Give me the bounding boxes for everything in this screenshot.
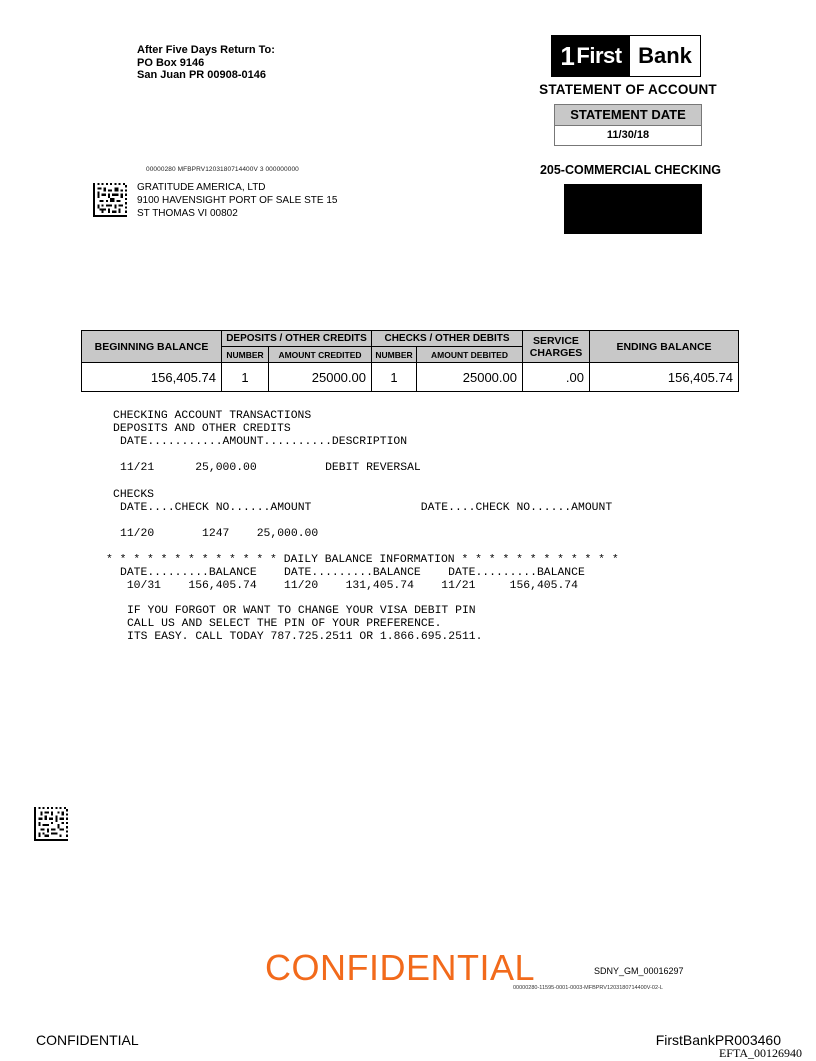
beginning-balance-value: 156,405.74 [82, 363, 222, 392]
customer-street: 9100 HAVENSIGHT PORT OF SALE STE 15 [137, 195, 338, 206]
logo-number: 1 [560, 40, 575, 71]
customer-city: ST THOMAS VI 00802 [137, 208, 238, 219]
notice-line2: CALL US AND SELECT THE PIN OF YOUR PREFERENCE. [127, 618, 442, 630]
checks-header: DATE....CHECK NO......AMOUNT DATE....CHECK NO......AMOUNT [120, 502, 613, 514]
sdny-number: SDNY_GM_00016297 [594, 966, 684, 976]
logo-bank: Bank [638, 43, 692, 68]
header-checks: CHECKS / OTHER DEBITS [372, 331, 523, 347]
header-amount-credited: AMOUNT CREDITED [269, 347, 372, 363]
balance-summary-table [81, 330, 739, 392]
mailing-address [137, 181, 337, 220]
check-row: 11/20 1247 25,000.00 [120, 528, 319, 540]
statement-date-box [554, 104, 702, 146]
redaction-block [564, 184, 702, 234]
return-address-line3: San Juan PR 00908-0146 [137, 69, 267, 81]
header-deposit-number: NUMBER [222, 347, 269, 363]
statement-date-label: STATEMENT DATE [555, 105, 701, 126]
header-service-charges: SERVICE CHARGES [523, 331, 590, 363]
notice-line1: IF YOU FORGOT OR WANT TO CHANGE YOUR VISA DEBIT PIN [127, 605, 476, 617]
confidential-stamp: CONFIDENTIAL [265, 947, 536, 988]
mailing-code: 00000280 MFBPRV1203180714400V 3 000000000 [146, 166, 299, 173]
efta-number: EFTA_00126940 [718, 1046, 802, 1060]
daily-balance-row: 10/31 156,405.74 11/20 131,405.74 11/21 156,405.74 [120, 580, 578, 592]
confidential-label: CONFIDENTIAL [36, 1032, 139, 1048]
transactions-title: CHECKING ACCOUNT TRANSACTIONS [113, 410, 312, 422]
bank-logo [551, 35, 701, 77]
deposits-title: DEPOSITS AND OTHER CREDITS [113, 423, 291, 435]
check-count-value: 1 [372, 363, 417, 392]
header-ending-balance: ENDING BALANCE [590, 331, 739, 363]
datamatrix-code [93, 183, 127, 217]
deposit-count-value: 1 [222, 363, 269, 392]
datamatrix-code-bottom [34, 807, 68, 841]
bates-number: FirstBankPR003460 [655, 1032, 781, 1048]
deposit-row: 11/21 25,000.00 DEBIT REVERSAL [120, 462, 421, 474]
return-address [137, 44, 275, 82]
statement-title: STATEMENT OF ACCOUNT [539, 82, 717, 97]
return-address-line2: PO Box 9146 [137, 56, 205, 69]
logo-first: First [576, 43, 622, 68]
daily-balance-header: DATE.........BALANCE DATE.........BALANCE DATE.........BALANCE [120, 567, 585, 579]
header-deposits: DEPOSITS / OTHER CREDITS [222, 331, 372, 347]
header-check-number: NUMBER [372, 347, 417, 363]
service-charges-value: .00 [523, 363, 590, 392]
deposits-header: DATE...........AMOUNT..........DESCRIPTION [120, 436, 408, 448]
statement-date-value: 11/30/18 [606, 129, 650, 141]
return-address-line1: After Five Days Return To: [137, 44, 275, 56]
ending-balance-value: 156,405.74 [590, 363, 739, 392]
amount-debited-value: 25000.00 [417, 363, 523, 392]
notice-line3: ITS EASY. CALL TODAY 787.725.2511 OR 1.866.695.2511. [127, 631, 483, 643]
daily-balance-title: * * * * * * * * * * * * * DAILY BALANCE INFORMATION * * * * * * * * * * * * [106, 554, 619, 566]
header-beginning-balance: BEGINNING BALANCE [82, 331, 222, 363]
account-type: 205-COMMERCIAL CHECKING [539, 163, 721, 177]
customer-name: GRATITUDE AMERICA, LTD [137, 182, 266, 193]
header-amount-debited: AMOUNT DEBITED [417, 347, 523, 363]
amount-credited-value: 25000.00 [269, 363, 372, 392]
document-code: 00000280-11595-0001-0003-MFBPRV1203180714400V-02-L [513, 985, 663, 991]
logo-first-block [552, 36, 630, 76]
checks-title: CHECKS [113, 489, 155, 501]
